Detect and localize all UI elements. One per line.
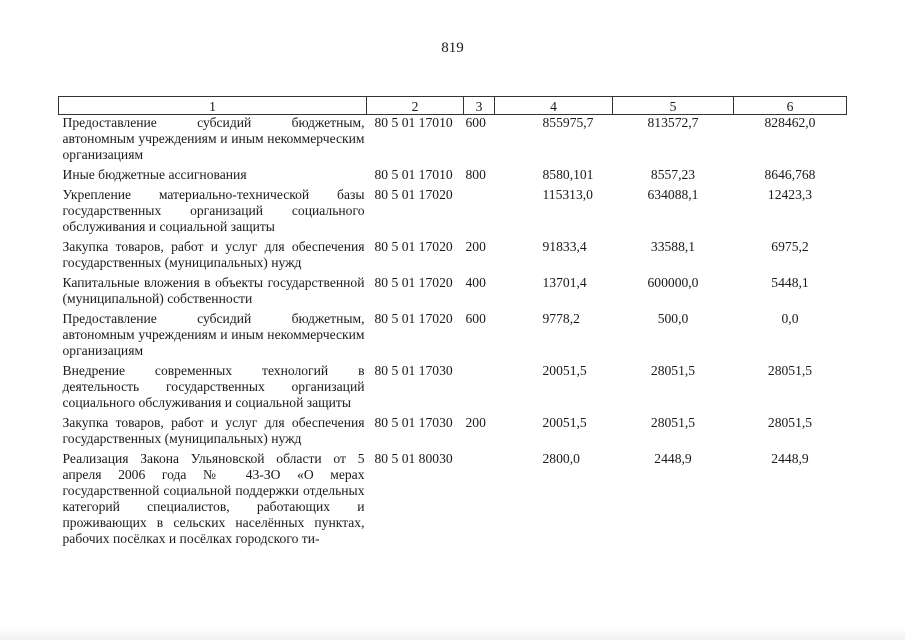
row-value-5: 28051,5	[650, 415, 696, 430]
row-expense-type: 800	[465, 167, 486, 182]
row-value-4: 20051,5	[542, 415, 587, 430]
row-value-4: 8580,101	[542, 167, 594, 182]
row-code: 80 5 01 17010	[374, 115, 453, 130]
header-row	[59, 97, 847, 115]
row-value-4: 91833,4	[542, 239, 587, 254]
row-value-5: 634088,1	[647, 187, 699, 202]
row-value-4: 855975,7	[542, 115, 594, 130]
row-value-4: 13701,4	[542, 275, 587, 290]
row-value-5: 8557,23	[650, 167, 696, 182]
row-value-5: 28051,5	[650, 363, 696, 378]
column-header-1: 1	[59, 97, 367, 115]
row-value-5: 2448,9	[654, 451, 692, 466]
row-value-4: 20051,5	[542, 363, 587, 378]
row-name: Капитальные вложения в объекты государственной (муниципальной) собственности	[62, 275, 365, 306]
table-row	[59, 311, 847, 363]
row-name: Закупка товаров, работ и услуг для обеспечения государственных (муниципальных) нужд	[62, 415, 365, 446]
row-value-6: 0,0	[781, 311, 799, 326]
row-expense-type: 200	[465, 415, 486, 430]
row-name: Предоставление субсидий бюджетным, автономным учреждениям и иным некоммерческим организациям	[62, 115, 365, 162]
row-value-5: 600000,0	[647, 275, 699, 290]
budget-table	[58, 96, 847, 551]
table-row	[59, 115, 847, 168]
row-expense-type	[464, 363, 495, 415]
column-header-6: 6	[734, 97, 847, 115]
table-row	[59, 167, 847, 187]
row-code: 80 5 01 17020	[374, 187, 453, 202]
row-code: 80 5 01 80030	[374, 451, 453, 466]
row-code: 80 5 01 17010	[374, 167, 453, 182]
row-value-6: 6975,2	[771, 239, 809, 254]
row-expense-type: 600	[465, 311, 486, 326]
table-row	[59, 187, 847, 239]
row-value-5: 813572,7	[647, 115, 699, 130]
row-code: 80 5 01 17020	[374, 239, 453, 254]
row-value-6: 8646,768	[764, 167, 816, 182]
table-row	[59, 275, 847, 311]
row-expense-type	[464, 187, 495, 239]
column-header-4: 4	[495, 97, 613, 115]
row-value-6: 12423,3	[767, 187, 813, 202]
row-name: Реализация Закона Ульяновской области от 5 апреля 2006 года № 43-ЗО «О мерах государственной социальной поддержки отдельных категорий специалистов, работающих и проживающих в сельских населённых пунктах, рабочих посёлках и посёлках городского ти-	[62, 451, 365, 546]
row-value-6: 28051,5	[767, 363, 813, 378]
row-value-6: 28051,5	[767, 415, 813, 430]
row-value-4: 115313,0	[542, 187, 593, 202]
page-bottom-edge	[0, 628, 905, 640]
row-expense-type: 400	[465, 275, 486, 290]
row-expense-type: 600	[465, 115, 486, 130]
table-row	[59, 451, 847, 551]
row-name: Укрепление материально-технической базы государственных организаций социального обслуживания и социальной защиты	[62, 187, 365, 234]
row-name: Иные бюджетные ассигнования	[62, 167, 247, 182]
row-value-4: 2800,0	[542, 451, 580, 466]
row-value-6: 5448,1	[771, 275, 809, 290]
row-expense-type: 200	[465, 239, 486, 254]
row-value-4: 9778,2	[542, 311, 580, 326]
row-name: Предоставление субсидий бюджетным, автономным учреждениям и иным некоммерческим организациям	[62, 311, 365, 358]
column-header-5: 5	[613, 97, 734, 115]
row-value-6: 2448,9	[771, 451, 809, 466]
row-code: 80 5 01 17020	[374, 311, 453, 326]
row-expense-type	[464, 451, 495, 551]
row-name: Внедрение современных технологий в деятельность государственных организаций социального обслуживания и социальной защиты	[62, 363, 365, 410]
row-code: 80 5 01 17030	[374, 363, 453, 378]
row-code: 80 5 01 17030	[374, 415, 453, 430]
row-code: 80 5 01 17020	[374, 275, 453, 290]
column-header-2: 2	[367, 97, 464, 115]
table-row	[59, 415, 847, 451]
row-value-5: 500,0	[657, 311, 689, 326]
column-header-3: 3	[464, 97, 495, 115]
table-row	[59, 363, 847, 415]
table-row	[59, 239, 847, 275]
row-value-6: 828462,0	[764, 115, 816, 130]
row-value-5: 33588,1	[650, 239, 696, 254]
row-name: Закупка товаров, работ и услуг для обеспечения государственных (муниципальных) нужд	[62, 239, 365, 270]
page-number: 819	[441, 40, 464, 56]
